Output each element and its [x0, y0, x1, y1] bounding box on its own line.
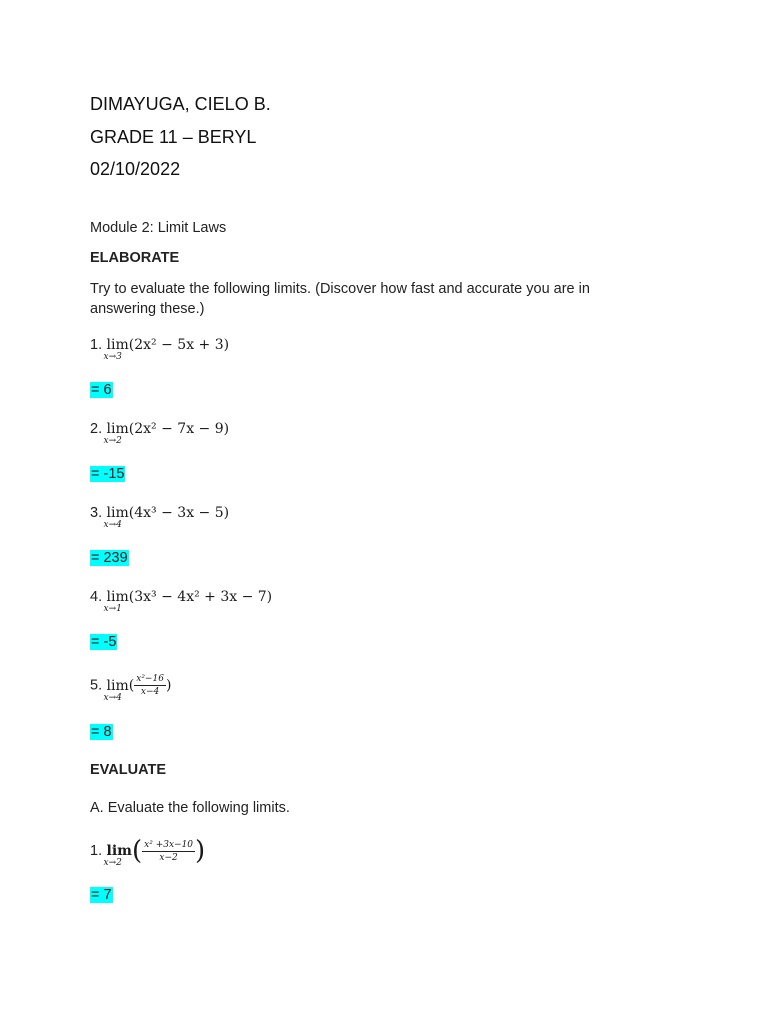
limit-expression: (3x³ − 4x² + 3x − 7): [128, 589, 273, 605]
highlighted-answer: = 8: [91, 724, 112, 740]
limit-operator: lim x→2: [103, 421, 129, 446]
item-number: 3.: [90, 505, 103, 521]
item-number: 1.: [90, 337, 103, 353]
fraction-numerator: x²−16: [136, 674, 164, 684]
module-title: Module 2: Limit Laws: [90, 220, 227, 236]
evaluate-answer-1: [90, 886, 113, 904]
fraction-denominator: x−4: [140, 687, 160, 697]
elaborate-instructions: Try to evaluate the following limits. (Discover how fast and accurate you are in answering these.): [90, 281, 590, 317]
elaborate-item-4: [90, 588, 273, 614]
student-name: DIMAYUGA, CIELO B.: [90, 94, 271, 114]
highlighted-answer: = -15: [91, 466, 125, 482]
evaluate-heading: EVALUATE: [90, 762, 166, 778]
highlighted-answer: = 6: [91, 382, 112, 398]
item-number: 2.: [90, 421, 103, 437]
fraction: [134, 674, 166, 697]
grade-section: GRADE 11 – BERYL: [90, 127, 257, 147]
fraction: [142, 840, 195, 863]
limit-operator: lim x→3: [103, 337, 129, 362]
limit-expression: (2x² − 5x + 3): [128, 337, 230, 353]
elaborate-item-5: 5. lim x→4 ( $\frac{\text{x²−16}}{x-4}$ ): [90, 674, 172, 703]
evaluate-instructions: A. Evaluate the following limits.: [90, 800, 290, 816]
limit-operator: lim x→1: [103, 589, 129, 614]
elaborate-item-3: [90, 504, 230, 530]
elaborate-heading: ELABORATE: [90, 250, 180, 266]
limit-expression: (4x³ − 3x − 5): [128, 505, 230, 521]
highlighted-answer: = 7: [91, 887, 112, 903]
evaluate-item-1: 1. lim x→2 ( $\frac{\text{x² +3x−10}}{x-2}$ ): [90, 836, 206, 869]
limit-operator: lim x→2: [103, 843, 132, 869]
date: 02/10/2022: [90, 159, 181, 179]
elaborate-item-1: [90, 336, 230, 362]
item-number: 1.: [90, 843, 103, 860]
fraction-denominator: x−2: [159, 852, 178, 863]
elaborate-answer-2: [90, 465, 125, 483]
elaborate-answer-5: [90, 723, 113, 741]
item-number: 5.: [90, 677, 103, 694]
limit-operator: lim x→4: [103, 505, 129, 530]
highlighted-answer: = -5: [91, 634, 117, 650]
elaborate-answer-1: [90, 381, 113, 399]
elaborate-answer-4: [90, 633, 117, 651]
limit-expression: (2x² − 7x − 9): [128, 421, 230, 437]
item-number: 4.: [90, 589, 103, 605]
highlighted-answer: = 239: [91, 550, 128, 566]
elaborate-answer-3: [90, 549, 129, 567]
limit-operator: lim x→4: [103, 677, 129, 703]
elaborate-item-2: [90, 420, 230, 446]
fraction-numerator: x² +3x−10: [144, 839, 194, 850]
